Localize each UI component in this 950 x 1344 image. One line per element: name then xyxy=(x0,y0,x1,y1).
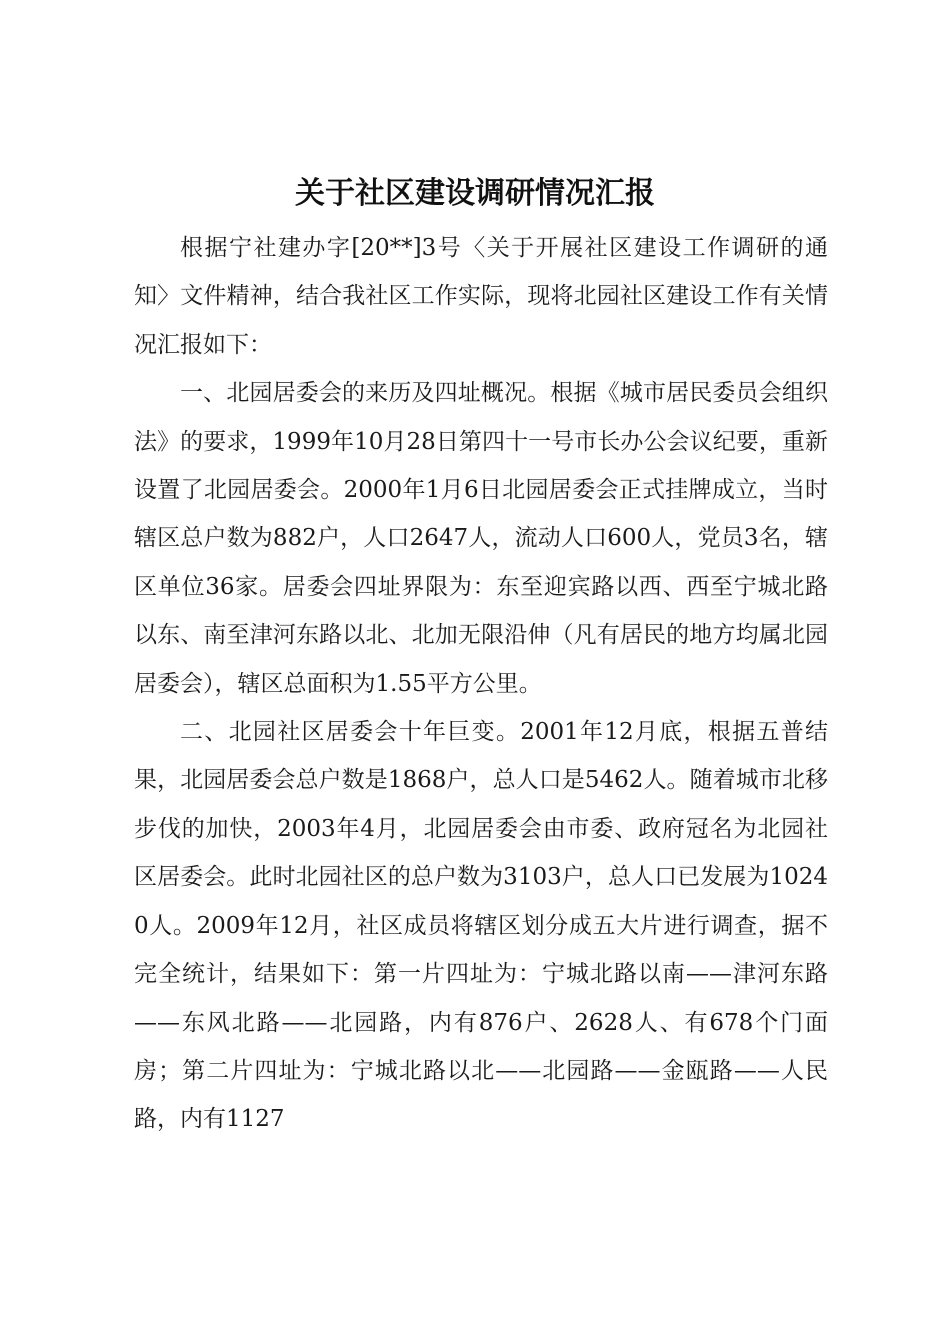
paragraph-intro: 根据宁社建办字[20**]3号〈关于开展社区建设工作调研的通知〉文件精神，结合我社区工作实际，现将北园社区建设工作有关情况汇报如下： xyxy=(134,235,828,358)
paragraph-section-two: 二、北园社区居委会十年巨变。2001年12月底，根据五普结果，北园居委会总户数是1868户，总人口是5462人。随着城市北移步伐的加快，2003年4月，北园居委会由市委、政府冠名为北园社区居委会。此时北园社区的总户数为3103户，总人口已发展为10240人。2009年12月，社区成员将辖区划分成五大片进行调查，据不完全统计，结果如下：第一片四址为：宁城北路以南——津河东路——东风北路——北园路，内有876户、2628人、有678个门面房；第二片四址为：宁城北路以北——北园路——金瓯路——人民路，内有1127 xyxy=(134,719,828,1133)
paragraph-section-one: 一、北园居委会的来历及四址概况。根据《城市居民委员会组织法》的要求，1999年10月28日第四十一号市长办公会议纪要，重新设置了北园居委会。2000年1月6日北园居委会正式挂牌成立，当时辖区总户数为882户，人口2647人，流动人口600人，党员3名，辖区单位36家。居委会四址界限为：东至迎宾路以西、西至宁城北路以东、南至津河东路以北、北加无限沿伸（凡有居民的地方均属北园居委会），辖区总面积为1.55平方公里。 xyxy=(134,380,828,697)
document-title: 关于社区建设调研情况汇报 xyxy=(295,176,655,211)
document-body xyxy=(134,224,828,1144)
